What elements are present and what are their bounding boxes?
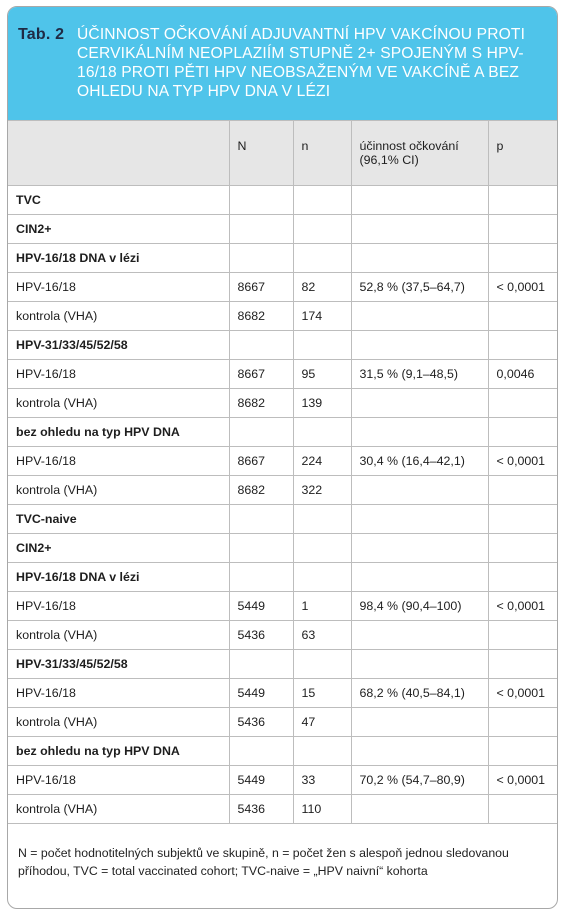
p-value-cell: < 0,0001 bbox=[488, 447, 557, 476]
section-row bbox=[8, 244, 557, 273]
section-label: HPV-31/33/45/52/58 bbox=[8, 650, 229, 679]
column-header-label bbox=[8, 121, 229, 186]
table-body bbox=[8, 186, 557, 824]
column-header-row bbox=[8, 121, 557, 186]
n-cell: 322 bbox=[293, 476, 351, 505]
N-cell: 8667 bbox=[229, 447, 293, 476]
table-card bbox=[7, 6, 558, 909]
efficacy-cell bbox=[351, 476, 488, 505]
N-cell: 5436 bbox=[229, 708, 293, 737]
N-cell: 8667 bbox=[229, 273, 293, 302]
empty-cell bbox=[229, 186, 293, 215]
empty-cell bbox=[488, 244, 557, 273]
row-label: kontrola (VHA) bbox=[8, 389, 229, 418]
row-label: kontrola (VHA) bbox=[8, 476, 229, 505]
row-label: HPV-16/18 bbox=[8, 679, 229, 708]
table-title: ÚČINNOST OČKOVÁNÍ ADJUVANTNÍ HPV VAKCÍNOU PROTI CERVIKÁLNÍM NEOPLAZIÍM STUPNĚ 2+ SPOJENÝM S HPV-16/18 PROTI PĚTI HPV NEOBSAŽENÝM VE VAKCÍNĚ A BEZ OHLEDU NA TYP HPV DNA V LÉZI bbox=[77, 26, 526, 100]
empty-cell bbox=[293, 534, 351, 563]
section-row bbox=[8, 505, 557, 534]
section-label: TVC bbox=[8, 186, 229, 215]
empty-cell bbox=[293, 563, 351, 592]
n-cell: 1 bbox=[293, 592, 351, 621]
n-cell: 110 bbox=[293, 795, 351, 824]
column-header-p: p bbox=[488, 121, 557, 186]
empty-cell bbox=[229, 737, 293, 766]
empty-cell bbox=[229, 244, 293, 273]
efficacy-cell: 30,4 % (16,4–42,1) bbox=[351, 447, 488, 476]
p-value-cell: 0,0046 bbox=[488, 360, 557, 389]
n-cell: 95 bbox=[293, 360, 351, 389]
table-row bbox=[8, 708, 557, 737]
section-row bbox=[8, 563, 557, 592]
N-cell: 8682 bbox=[229, 476, 293, 505]
table-row bbox=[8, 389, 557, 418]
empty-cell bbox=[351, 563, 488, 592]
row-label: HPV-16/18 bbox=[8, 766, 229, 795]
p-value-cell: < 0,0001 bbox=[488, 592, 557, 621]
n-cell: 15 bbox=[293, 679, 351, 708]
empty-cell bbox=[229, 215, 293, 244]
empty-cell bbox=[293, 418, 351, 447]
p-value-cell bbox=[488, 708, 557, 737]
table-row bbox=[8, 302, 557, 331]
efficacy-cell bbox=[351, 708, 488, 737]
row-label: HPV-16/18 bbox=[8, 447, 229, 476]
section-row bbox=[8, 418, 557, 447]
section-row bbox=[8, 534, 557, 563]
p-value-cell: < 0,0001 bbox=[488, 679, 557, 708]
row-label: kontrola (VHA) bbox=[8, 708, 229, 737]
p-value-cell bbox=[488, 621, 557, 650]
N-cell: 8667 bbox=[229, 360, 293, 389]
empty-cell bbox=[351, 215, 488, 244]
section-row bbox=[8, 215, 557, 244]
empty-cell bbox=[293, 737, 351, 766]
empty-cell bbox=[229, 534, 293, 563]
table-row bbox=[8, 592, 557, 621]
N-cell: 5449 bbox=[229, 592, 293, 621]
empty-cell bbox=[488, 563, 557, 592]
table-row bbox=[8, 679, 557, 708]
empty-cell bbox=[488, 505, 557, 534]
p-value-cell bbox=[488, 389, 557, 418]
table-row bbox=[8, 766, 557, 795]
row-label: kontrola (VHA) bbox=[8, 302, 229, 331]
p-value-cell: < 0,0001 bbox=[488, 766, 557, 795]
table-row bbox=[8, 447, 557, 476]
table-row bbox=[8, 621, 557, 650]
empty-cell bbox=[351, 505, 488, 534]
column-header-n: n bbox=[293, 121, 351, 186]
efficacy-cell: 70,2 % (54,7–80,9) bbox=[351, 766, 488, 795]
p-value-cell bbox=[488, 302, 557, 331]
empty-cell bbox=[293, 505, 351, 534]
efficacy-cell bbox=[351, 302, 488, 331]
empty-cell bbox=[488, 737, 557, 766]
N-cell: 5436 bbox=[229, 795, 293, 824]
empty-cell bbox=[293, 186, 351, 215]
section-row bbox=[8, 331, 557, 360]
empty-cell bbox=[488, 215, 557, 244]
table-number: Tab. 2 bbox=[18, 26, 65, 43]
n-cell: 174 bbox=[293, 302, 351, 331]
column-header-efficacy: účinnost očkování (96,1% CI) bbox=[351, 121, 488, 186]
section-label: HPV-31/33/45/52/58 bbox=[8, 331, 229, 360]
row-label: kontrola (VHA) bbox=[8, 621, 229, 650]
efficacy-cell bbox=[351, 621, 488, 650]
empty-cell bbox=[488, 650, 557, 679]
N-cell: 5436 bbox=[229, 621, 293, 650]
N-cell: 5449 bbox=[229, 766, 293, 795]
n-cell: 139 bbox=[293, 389, 351, 418]
empty-cell bbox=[488, 186, 557, 215]
empty-cell bbox=[351, 534, 488, 563]
efficacy-cell: 52,8 % (37,5–64,7) bbox=[351, 273, 488, 302]
empty-cell bbox=[351, 418, 488, 447]
row-label: HPV-16/18 bbox=[8, 592, 229, 621]
section-row bbox=[8, 737, 557, 766]
efficacy-cell: 98,4 % (90,4–100) bbox=[351, 592, 488, 621]
empty-cell bbox=[351, 737, 488, 766]
section-label: CIN2+ bbox=[8, 215, 229, 244]
section-label: bez ohledu na typ HPV DNA bbox=[8, 418, 229, 447]
n-cell: 33 bbox=[293, 766, 351, 795]
efficacy-cell bbox=[351, 795, 488, 824]
table-row bbox=[8, 476, 557, 505]
N-cell: 5449 bbox=[229, 679, 293, 708]
data-table bbox=[8, 120, 557, 824]
section-label: bez ohledu na typ HPV DNA bbox=[8, 737, 229, 766]
p-value-cell: < 0,0001 bbox=[488, 273, 557, 302]
n-cell: 82 bbox=[293, 273, 351, 302]
empty-cell bbox=[488, 331, 557, 360]
efficacy-cell: 31,5 % (9,1–48,5) bbox=[351, 360, 488, 389]
empty-cell bbox=[229, 505, 293, 534]
empty-cell bbox=[351, 186, 488, 215]
row-label: HPV-16/18 bbox=[8, 273, 229, 302]
section-label: TVC-naive bbox=[8, 505, 229, 534]
empty-cell bbox=[488, 418, 557, 447]
empty-cell bbox=[293, 331, 351, 360]
efficacy-cell bbox=[351, 389, 488, 418]
empty-cell bbox=[488, 534, 557, 563]
section-label: CIN2+ bbox=[8, 534, 229, 563]
section-row bbox=[8, 650, 557, 679]
table-header-band bbox=[8, 7, 557, 120]
p-value-cell bbox=[488, 795, 557, 824]
p-value-cell bbox=[488, 476, 557, 505]
N-cell: 8682 bbox=[229, 302, 293, 331]
table-row bbox=[8, 795, 557, 824]
section-label: HPV-16/18 DNA v lézi bbox=[8, 244, 229, 273]
efficacy-cell: 68,2 % (40,5–84,1) bbox=[351, 679, 488, 708]
empty-cell bbox=[229, 650, 293, 679]
empty-cell bbox=[229, 418, 293, 447]
section-label: HPV-16/18 DNA v lézi bbox=[8, 563, 229, 592]
empty-cell bbox=[293, 215, 351, 244]
row-label: kontrola (VHA) bbox=[8, 795, 229, 824]
table-footnote: N = počet hodnotitelných subjektů ve skupině, n = počet žen s alespoň jednou sledovanou příhodou, TVC = total vaccinated cohort; TVC-naive = „HPV naivní“ kohorta bbox=[18, 846, 509, 878]
empty-cell bbox=[229, 563, 293, 592]
n-cell: 63 bbox=[293, 621, 351, 650]
empty-cell bbox=[351, 331, 488, 360]
table-row bbox=[8, 273, 557, 302]
n-cell: 224 bbox=[293, 447, 351, 476]
N-cell: 8682 bbox=[229, 389, 293, 418]
row-label: HPV-16/18 bbox=[8, 360, 229, 389]
empty-cell bbox=[351, 650, 488, 679]
empty-cell bbox=[229, 331, 293, 360]
empty-cell bbox=[293, 650, 351, 679]
empty-cell bbox=[293, 244, 351, 273]
column-header-N: N bbox=[229, 121, 293, 186]
empty-cell bbox=[351, 244, 488, 273]
section-row bbox=[8, 186, 557, 215]
table-row bbox=[8, 360, 557, 389]
n-cell: 47 bbox=[293, 708, 351, 737]
